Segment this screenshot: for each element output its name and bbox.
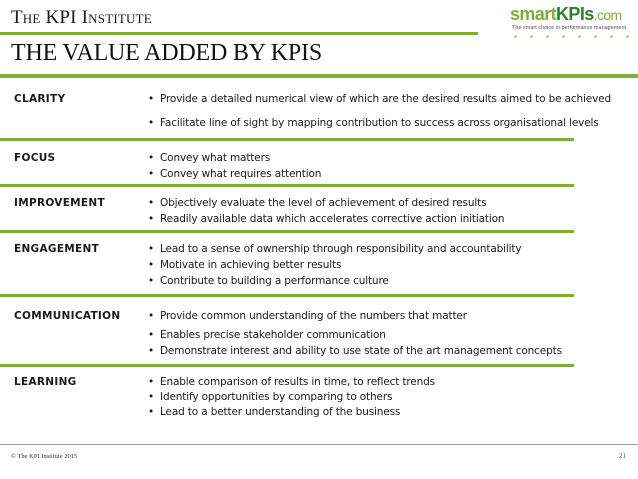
row-label-communication: COMMUNICATION	[14, 310, 121, 322]
bullet-item: • Provide common understanding of the numbers that matter	[148, 310, 467, 322]
logo-wordmark	[510, 4, 622, 25]
logo-tagline: The smart choice in performance management	[512, 25, 627, 31]
row-label-learning: LEARNING	[14, 376, 77, 388]
bullet-item: • Convey what requires attention	[148, 168, 321, 180]
bullet-item: • Facilitate line of sight by mapping contribution to success across organisational levels	[148, 117, 599, 129]
copyright-text: © The KPI Institute 2015	[11, 453, 78, 460]
logo-smart-text: smart	[510, 4, 557, 24]
slide-title: THE VALUE ADDED BY KPIS	[11, 40, 322, 66]
row-label-improvement: IMPROVEMENT	[14, 197, 105, 209]
row-label-engagement: ENGAGEMENT	[14, 243, 100, 255]
row-divider	[0, 364, 574, 367]
header-rule	[0, 32, 478, 35]
bullet-item: • Motivate in achieving better results	[148, 259, 341, 271]
smartkpis-logo	[510, 4, 634, 44]
bullet-item: • Lead to a better understanding of the business	[148, 406, 400, 418]
bullet-item: • Convey what matters	[148, 152, 270, 164]
bullet-item: • Contribute to building a performance culture	[148, 275, 389, 287]
row-divider	[0, 184, 574, 187]
bullet-item: • Readily available data which accelerates corrective action initiation	[148, 213, 504, 225]
bullet-item: • Lead to a sense of ownership through responsibility and accountability	[148, 243, 521, 255]
bullet-item: • Objectively evaluate the level of achievement of desired results	[148, 197, 486, 209]
org-name: The KPI Institute	[11, 7, 152, 28]
logo-dots	[510, 35, 634, 39]
row-divider	[0, 138, 574, 141]
bullet-item: • Demonstrate interest and ability to use state of the art management concepts	[148, 345, 562, 357]
bullet-item: • Identify opportunities by comparing to others	[148, 391, 392, 403]
logo-kpis-text: KPIs	[556, 4, 594, 24]
page-number: 21	[619, 452, 626, 460]
bullet-item: • Provide a detailed numerical view of which are the desired results aimed to be achieved	[148, 93, 611, 105]
row-divider	[0, 230, 574, 233]
bullet-item: • Enables precise stakeholder communication	[148, 329, 386, 341]
logo-com-text: .com	[593, 7, 622, 23]
row-divider	[0, 294, 574, 297]
row-label-clarity: CLARITY	[14, 93, 66, 105]
bullet-item: • Enable comparison of results in time, to reflect trends	[148, 376, 435, 388]
footer-rule	[0, 444, 638, 445]
title-rule	[0, 74, 638, 78]
row-label-focus: FOCUS	[14, 152, 56, 164]
